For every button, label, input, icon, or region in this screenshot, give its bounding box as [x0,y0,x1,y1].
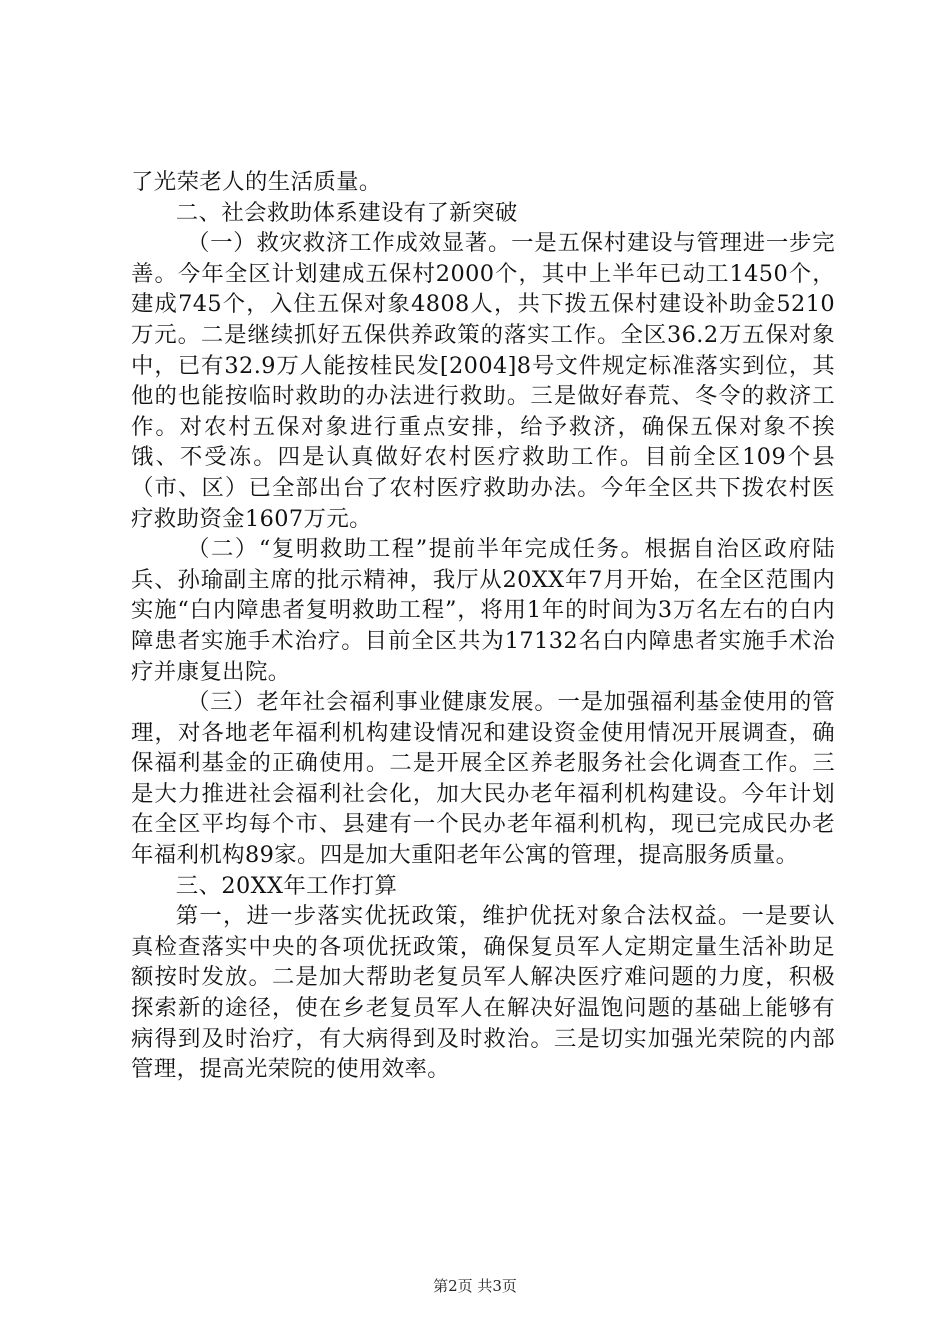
section-heading-2: 二、社会救助体系建设有了新突破 [175,199,518,226]
paragraph-cataract-project: （二）“复明救助工程”提前半年完成任务。根据自治区政府陆兵、孙瑜副主席的批示精神，我厅从20XX年7月开始，在全区范围内实施“白内障患者复明救助工程”，将用1年的时间为3万名左右的白内障患者实施手术治疗。目前全区共为17132名白内障患者实施手术治疗并康复出院。 [131,536,835,685]
paragraph-work-plan-1: 第一，进一步落实优抚政策，维护优抚对象合法权益。一是要认真检查落实中央的各项优抚政策，确保复员军人定期定量生活补助足额按时发放。二是加大帮助老复员军人解决医疗难问题的力度，积极探索新的途径，使在乡老复员军人在解决好温饱问题的基础上能够有病得到及时治疗，有大病得到及时救治。三是切实加强光荣院的内部管理，提高光荣院的使用效率。 [131,903,835,1083]
page-footer: 第2页 共3页 [433,1277,517,1295]
section-heading-3: 三、20XX年工作打算 [175,872,398,899]
paragraph-continuation: 了光荣老人的生活质量。 [131,169,382,195]
paragraph-disaster-relief: （一）救灾救济工作成效显著。一是五保村建设与管理进一步完善。今年全区计划建成五保村2000个，其中上半年已动工1450个，建成745个，入住五保对象4808人，共下拨五保村建设补助金5210万元。二是继续抓好五保供养政策的落实工作。全区36.2万五保对象中，已有32.9万人能按桂民发[2004]8号文件规定标准落实到位，其他的也能按临时救助的办法进行救助。三是做好春荒、冬令的救济工作。对农村五保对象进行重点安排，给予救济，确保五保对象不挨饿、不受冻。四是认真做好农村医疗救助工作。目前全区109个县（市、区）已全部出台了农村医疗救助办法。今年全区共下拨农村医疗救助资金1607万元。 [131,230,835,532]
document-body [131,167,835,1085]
paragraph-elderly-welfare: （三）老年社会福利事业健康发展。一是加强福利基金使用的管理，对各地老年福利机构建设情况和建设资金使用情况开展调查，确保福利基金的正确使用。二是开展全区养老服务社会化调查工作。三是大力推进社会福利社会化，加大民办老年福利机构建设。今年计划在全区平均每个市、县建有一个民办老年福利机构，现已完成民办老年福利机构89家。四是加大重阳老年公寓的管理，提高服务质量。 [131,689,835,869]
